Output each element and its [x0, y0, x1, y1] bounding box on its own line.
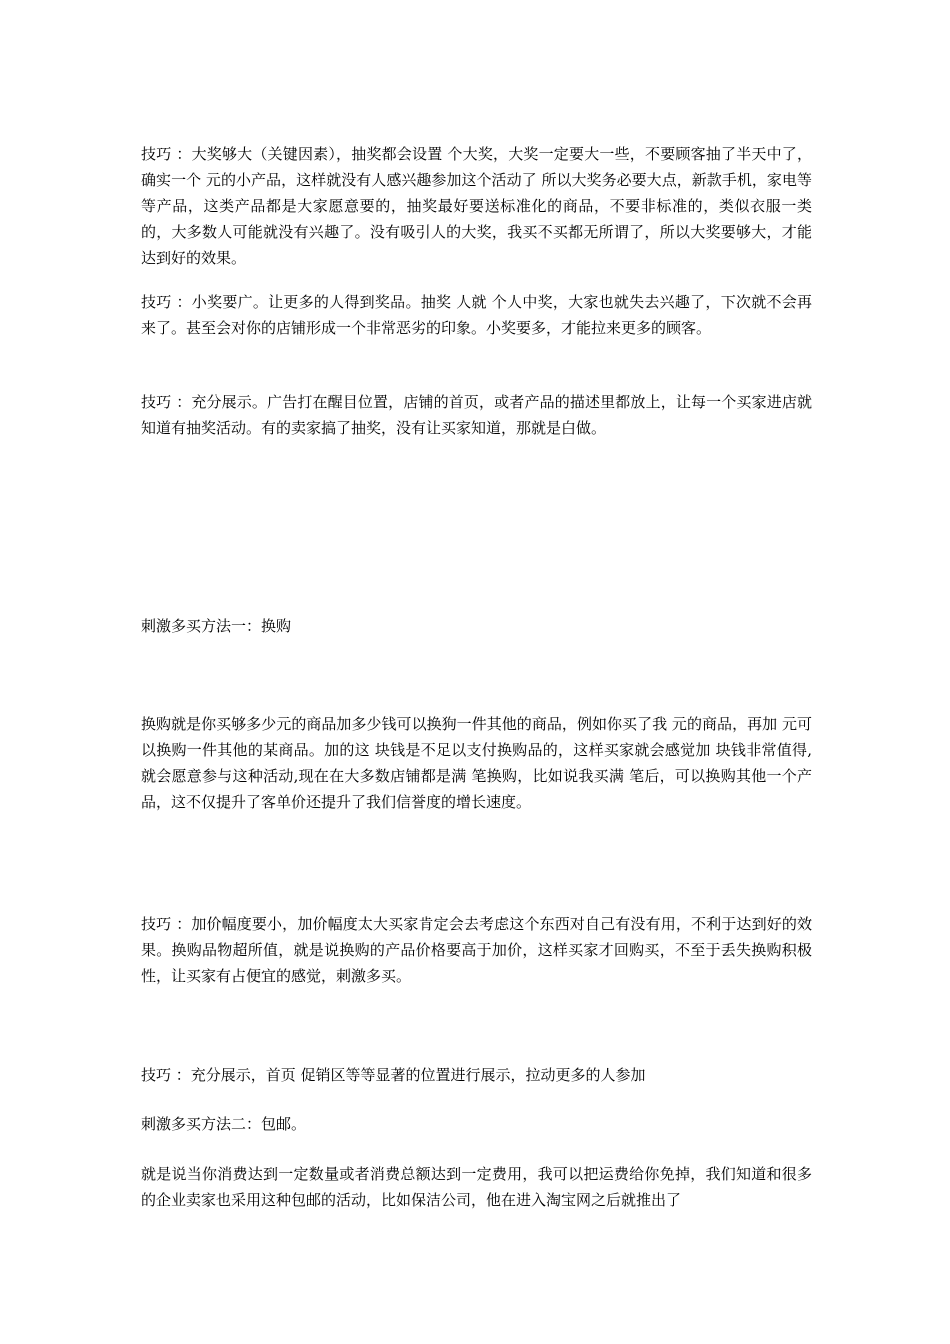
paragraph-exchange-purchase: 换购就是你买够多少元的商品加多少钱可以换狗一件其他的商品，例如你买了我 元的商品，再加 元可以换购一件其他的某商品。加的这 块钱是不足以支付换购品的，这样买家就会感觉加 块钱非常值得,就会愿意参与这种活动,现在在大多数店铺都是满 笔换购，比如说我买满 笔后，可以换购其他一个产品，这不仅提升了客单价还提升了我们信誉度的增长速度。 — [141, 715, 812, 811]
heading-method-two: 刺激多买方法二：包邮。 — [141, 1115, 307, 1133]
paragraph-free-shipping: 就是说当你消费达到一定数量或者消费总额达到一定费用，我可以把运费给你免掉，我们知道和很多的企业卖家也采用这种包邮的活动，比如保洁公司，他在进入淘宝网之后就推出了 — [141, 1165, 812, 1209]
paragraph-tip-small-prize: 技巧 ：小奖要广。让更多的人得到奖品。抽奖 人就 个人中奖，大家也就失去兴趣了，下次就不会再来了。甚至会对你的店铺形成一个非常恶劣的印象。小奖要多，才能拉来更多的顾客。 — [141, 293, 812, 337]
paragraph-tip-small-markup: 技巧 ：加价幅度要小，加价幅度太大买家肯定会去考虑这个东西对自己有没有用，不利于达到好的效果。换购品物超所值，就是说换购的产品价格要高于加价，这样买家才回购买，不至于丢失换购积极性，让买家有占便宜的感觉，刺激多买。 — [141, 915, 812, 985]
heading-method-one: 刺激多买方法一：换购 — [141, 617, 292, 635]
paragraph-tip-display: 技巧 ：充分展示。广告打在醒目位置，店铺的首页，或者产品的描述里都放上，让每一个买家进店就知道有抽奖活动。有的卖家搞了抽奖，没有让买家知道，那就是白做。 — [141, 393, 812, 437]
paragraph-tip-big-prize: 技巧 ：大奖够大（关键因素），抽奖都会设置 个大奖，大奖一定要大一些，不要顾客抽了半天中了，确实一个 元的小产品，这样就没有人感兴趣参加这个活动了 所以大奖务必要大点，新款手机，家电等等产品，这类产品都是大家愿意要的，抽奖最好要送标准化的商品，不要非标准的，类似衣服一类的，大多数人可能就没有兴趣了。没有吸引人的大奖，我买不买都无所谓了，所以大奖要够大，才能达到好的效果。 — [141, 145, 812, 267]
paragraph-tip-full-display: 技巧 ：充分展示，首页 促销区等等显著的位置进行展示，拉动更多的人参加 — [141, 1066, 646, 1084]
